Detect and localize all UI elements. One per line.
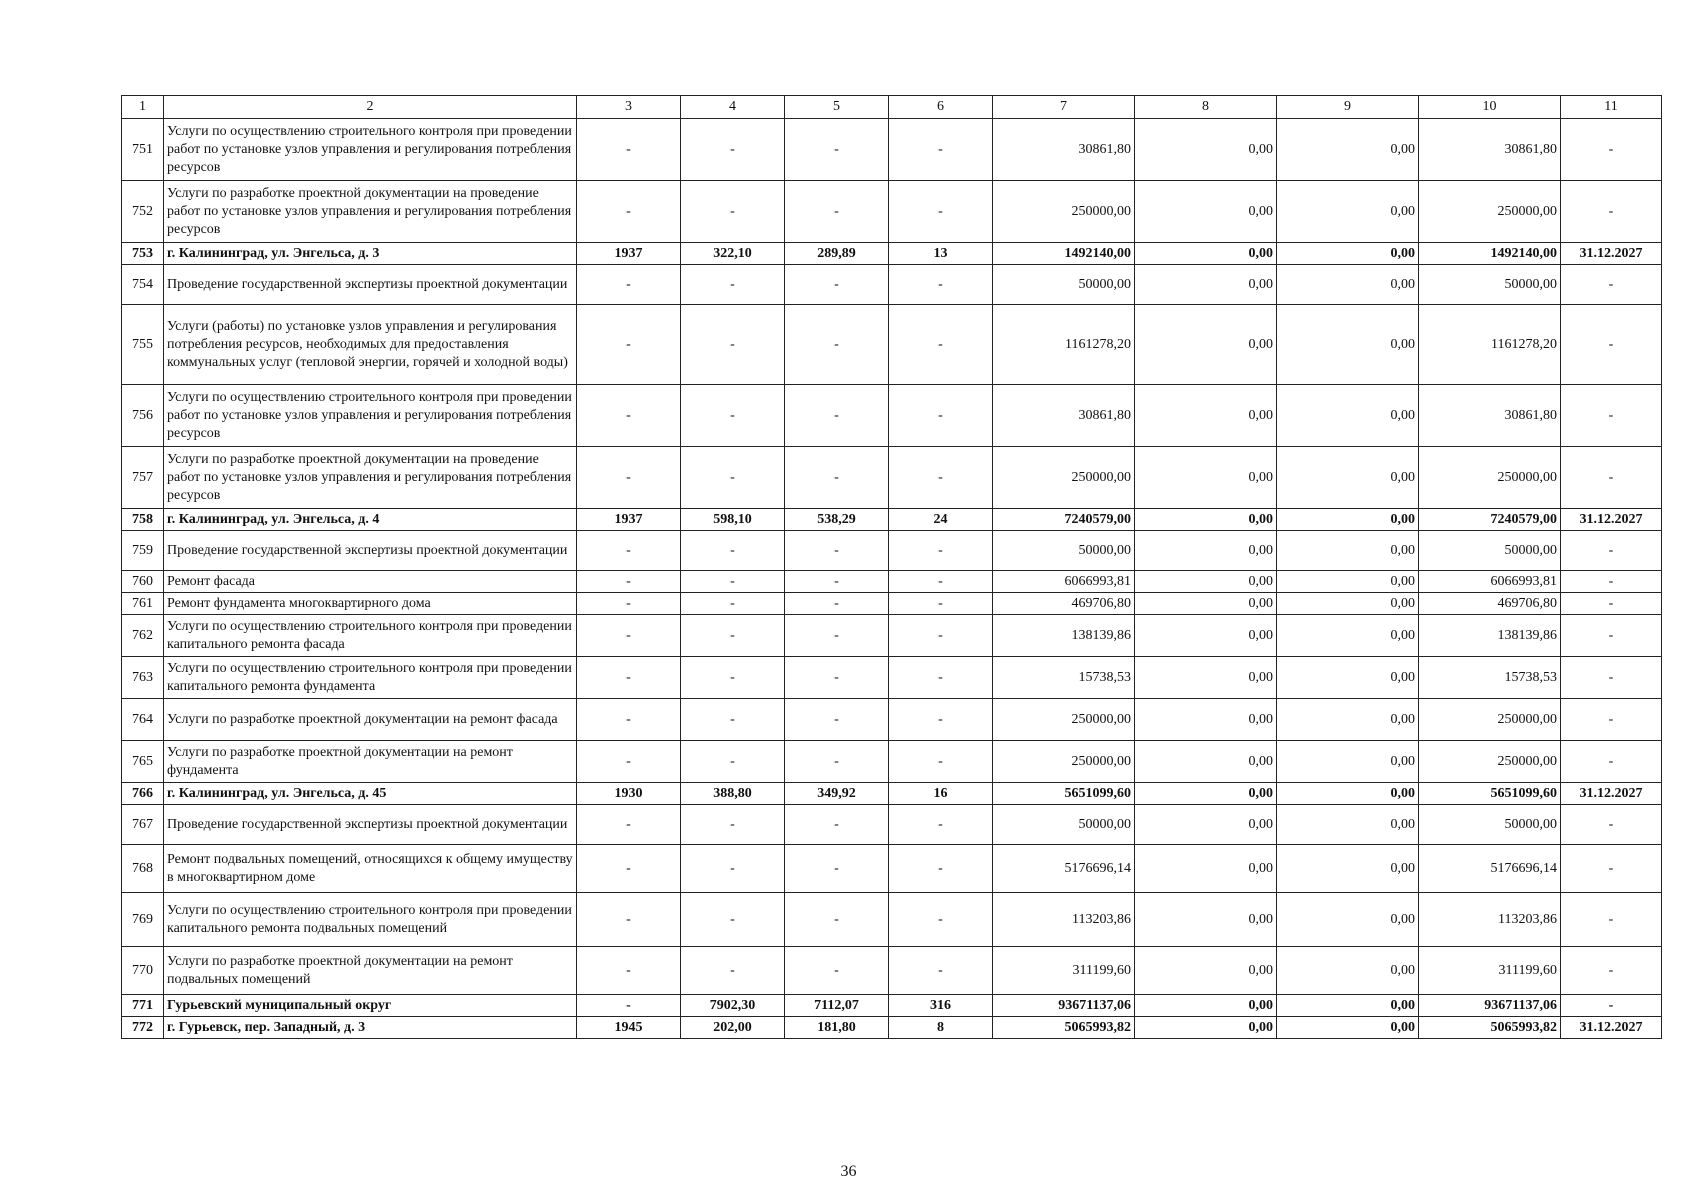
deadline-cell: - [1561, 657, 1662, 699]
residents-cell: 13 [889, 243, 993, 265]
cost-total-cell: 30861,80 [993, 119, 1135, 181]
table-row [122, 995, 1662, 1017]
table-row [122, 265, 1662, 305]
cost-fund-cell: 0,00 [1135, 243, 1277, 265]
residents-cell: - [889, 741, 993, 783]
cost-budget-cell: 0,00 [1277, 657, 1419, 699]
header-cell: 3 [577, 96, 681, 119]
row-number: 754 [122, 265, 164, 305]
area-living-cell: - [785, 805, 889, 845]
residents-cell: 8 [889, 1017, 993, 1039]
cost-total-cell: 311199,60 [993, 947, 1135, 995]
table-row [122, 947, 1662, 995]
deadline-cell: - [1561, 995, 1662, 1017]
cost-budget-cell: 0,00 [1277, 571, 1419, 593]
area-living-cell: - [785, 119, 889, 181]
row-number: 764 [122, 699, 164, 741]
cost-budget-cell: 0,00 [1277, 1017, 1419, 1039]
deadline-cell: 31.12.2027 [1561, 783, 1662, 805]
cost-owners-cell: 30861,80 [1419, 385, 1561, 447]
area-living-cell: 349,92 [785, 783, 889, 805]
deadline-cell: - [1561, 805, 1662, 845]
cost-owners-cell: 7240579,00 [1419, 509, 1561, 531]
cost-fund-cell: 0,00 [1135, 845, 1277, 893]
residents-cell: - [889, 571, 993, 593]
area-total-cell: - [681, 265, 785, 305]
row-number: 751 [122, 119, 164, 181]
cost-budget-cell: 0,00 [1277, 615, 1419, 657]
cost-owners-cell: 250000,00 [1419, 741, 1561, 783]
year-cell: - [577, 845, 681, 893]
area-total-cell: - [681, 699, 785, 741]
work-name: Ремонт фасада [164, 571, 577, 593]
work-name: Услуги по разработке проектной документации на ремонт фасада [164, 699, 577, 741]
year-cell: - [577, 119, 681, 181]
cost-owners-cell: 311199,60 [1419, 947, 1561, 995]
table-row [122, 447, 1662, 509]
row-number: 768 [122, 845, 164, 893]
residents-cell: - [889, 593, 993, 615]
year-cell: - [577, 265, 681, 305]
row-number: 765 [122, 741, 164, 783]
area-total-cell: 388,80 [681, 783, 785, 805]
header-cell: 1 [122, 96, 164, 119]
work-name: г. Калининград, ул. Энгельса, д. 45 [164, 783, 577, 805]
header-cell: 11 [1561, 96, 1662, 119]
area-total-cell: - [681, 615, 785, 657]
deadline-cell: - [1561, 531, 1662, 571]
year-cell: - [577, 699, 681, 741]
cost-owners-cell: 5176696,14 [1419, 845, 1561, 893]
cost-owners-cell: 113203,86 [1419, 893, 1561, 947]
work-name: Услуги по осуществлению строительного контроля при проведении капитального ремонта фундамента [164, 657, 577, 699]
residents-cell: - [889, 305, 993, 385]
work-name: Услуги по разработке проектной документации на проведение работ по установке узлов управления и регулирования потребления ресурсов [164, 447, 577, 509]
year-cell: - [577, 571, 681, 593]
cost-budget-cell: 0,00 [1277, 447, 1419, 509]
cost-budget-cell: 0,00 [1277, 531, 1419, 571]
cost-total-cell: 250000,00 [993, 181, 1135, 243]
cost-owners-cell: 6066993,81 [1419, 571, 1561, 593]
cost-total-cell: 1161278,20 [993, 305, 1135, 385]
cost-total-cell: 5176696,14 [993, 845, 1135, 893]
row-number: 769 [122, 893, 164, 947]
row-number: 766 [122, 783, 164, 805]
deadline-cell: 31.12.2027 [1561, 243, 1662, 265]
row-number: 755 [122, 305, 164, 385]
year-cell: - [577, 741, 681, 783]
deadline-cell: - [1561, 845, 1662, 893]
cost-fund-cell: 0,00 [1135, 181, 1277, 243]
table-row [122, 893, 1662, 947]
deadline-cell: - [1561, 305, 1662, 385]
year-cell: - [577, 447, 681, 509]
cost-fund-cell: 0,00 [1135, 893, 1277, 947]
area-total-cell: - [681, 385, 785, 447]
area-living-cell: - [785, 181, 889, 243]
cost-budget-cell: 0,00 [1277, 805, 1419, 845]
area-total-cell: - [681, 593, 785, 615]
cost-fund-cell: 0,00 [1135, 947, 1277, 995]
table-row [122, 531, 1662, 571]
cost-owners-cell: 1492140,00 [1419, 243, 1561, 265]
row-number: 770 [122, 947, 164, 995]
cost-total-cell: 30861,80 [993, 385, 1135, 447]
area-living-cell: - [785, 947, 889, 995]
area-living-cell: - [785, 893, 889, 947]
area-living-cell: 289,89 [785, 243, 889, 265]
cost-total-cell: 7240579,00 [993, 509, 1135, 531]
header-cell: 2 [164, 96, 577, 119]
area-total-cell: - [681, 531, 785, 571]
row-number: 767 [122, 805, 164, 845]
header-cell: 7 [993, 96, 1135, 119]
deadline-cell: 31.12.2027 [1561, 509, 1662, 531]
capital-repair-table [121, 95, 1662, 1039]
cost-owners-cell: 250000,00 [1419, 181, 1561, 243]
work-name: Ремонт фундамента многоквартирного дома [164, 593, 577, 615]
residents-cell: - [889, 893, 993, 947]
cost-fund-cell: 0,00 [1135, 447, 1277, 509]
area-total-cell: - [681, 893, 785, 947]
area-total-cell: 202,00 [681, 1017, 785, 1039]
row-number: 758 [122, 509, 164, 531]
year-cell: - [577, 615, 681, 657]
cost-budget-cell: 0,00 [1277, 593, 1419, 615]
header-cell: 4 [681, 96, 785, 119]
area-living-cell: - [785, 741, 889, 783]
cost-total-cell: 50000,00 [993, 531, 1135, 571]
cost-total-cell: 138139,86 [993, 615, 1135, 657]
cost-budget-cell: 0,00 [1277, 947, 1419, 995]
cost-budget-cell: 0,00 [1277, 243, 1419, 265]
row-number: 763 [122, 657, 164, 699]
year-cell: - [577, 305, 681, 385]
cost-budget-cell: 0,00 [1277, 305, 1419, 385]
row-number: 756 [122, 385, 164, 447]
work-name: Гурьевский муниципальный округ [164, 995, 577, 1017]
area-living-cell: - [785, 845, 889, 893]
header-cell: 6 [889, 96, 993, 119]
deadline-cell: - [1561, 615, 1662, 657]
work-name: Услуги по осуществлению строительного контроля при проведении работ по установке узлов управления и регулирования потребления ресурсов [164, 385, 577, 447]
cost-total-cell: 113203,86 [993, 893, 1135, 947]
cost-budget-cell: 0,00 [1277, 181, 1419, 243]
table-row [122, 509, 1662, 531]
cost-fund-cell: 0,00 [1135, 509, 1277, 531]
year-cell: - [577, 995, 681, 1017]
cost-fund-cell: 0,00 [1135, 699, 1277, 741]
cost-owners-cell: 138139,86 [1419, 615, 1561, 657]
residents-cell: 316 [889, 995, 993, 1017]
cost-total-cell: 469706,80 [993, 593, 1135, 615]
residents-cell: - [889, 947, 993, 995]
cost-fund-cell: 0,00 [1135, 531, 1277, 571]
row-number: 757 [122, 447, 164, 509]
cost-budget-cell: 0,00 [1277, 783, 1419, 805]
cost-budget-cell: 0,00 [1277, 119, 1419, 181]
area-total-cell: - [681, 805, 785, 845]
table-row [122, 243, 1662, 265]
table-row [122, 1017, 1662, 1039]
cost-owners-cell: 469706,80 [1419, 593, 1561, 615]
area-total-cell: - [681, 741, 785, 783]
year-cell: 1937 [577, 509, 681, 531]
header-row [122, 96, 1662, 119]
cost-total-cell: 250000,00 [993, 699, 1135, 741]
cost-fund-cell: 0,00 [1135, 995, 1277, 1017]
area-living-cell: - [785, 385, 889, 447]
work-name: Услуги (работы) по установке узлов управления и регулирования потребления ресурсов, необходимых для предоставления коммунальных услуг (тепловой энергии, горячей и холодной воды) [164, 305, 577, 385]
cost-owners-cell: 93671137,06 [1419, 995, 1561, 1017]
cost-total-cell: 1492140,00 [993, 243, 1135, 265]
row-number: 753 [122, 243, 164, 265]
area-living-cell: - [785, 305, 889, 385]
cost-owners-cell: 250000,00 [1419, 699, 1561, 741]
table-row [122, 119, 1662, 181]
cost-total-cell: 50000,00 [993, 805, 1135, 845]
cost-total-cell: 250000,00 [993, 447, 1135, 509]
cost-owners-cell: 30861,80 [1419, 119, 1561, 181]
residents-cell: - [889, 805, 993, 845]
row-number: 762 [122, 615, 164, 657]
residents-cell: - [889, 447, 993, 509]
deadline-cell: - [1561, 947, 1662, 995]
cost-owners-cell: 5065993,82 [1419, 1017, 1561, 1039]
cost-budget-cell: 0,00 [1277, 509, 1419, 531]
residents-cell: 24 [889, 509, 993, 531]
area-living-cell: - [785, 593, 889, 615]
area-total-cell: - [681, 571, 785, 593]
area-living-cell: - [785, 699, 889, 741]
residents-cell: - [889, 845, 993, 893]
area-total-cell: - [681, 181, 785, 243]
area-living-cell: 7112,07 [785, 995, 889, 1017]
area-total-cell: - [681, 947, 785, 995]
table-row [122, 305, 1662, 385]
cost-fund-cell: 0,00 [1135, 119, 1277, 181]
header-cell: 10 [1419, 96, 1561, 119]
row-number: 771 [122, 995, 164, 1017]
deadline-cell: - [1561, 571, 1662, 593]
cost-fund-cell: 0,00 [1135, 305, 1277, 385]
cost-budget-cell: 0,00 [1277, 845, 1419, 893]
cost-owners-cell: 15738,53 [1419, 657, 1561, 699]
area-total-cell: - [681, 305, 785, 385]
year-cell: - [577, 531, 681, 571]
cost-budget-cell: 0,00 [1277, 893, 1419, 947]
year-cell: - [577, 805, 681, 845]
table-row [122, 657, 1662, 699]
area-living-cell: - [785, 657, 889, 699]
work-name: Проведение государственной экспертизы проектной документации [164, 805, 577, 845]
residents-cell: - [889, 699, 993, 741]
cost-total-cell: 15738,53 [993, 657, 1135, 699]
table-row [122, 741, 1662, 783]
deadline-cell: - [1561, 741, 1662, 783]
cost-fund-cell: 0,00 [1135, 657, 1277, 699]
cost-total-cell: 50000,00 [993, 265, 1135, 305]
work-name: Услуги по разработке проектной документации на ремонт подвальных помещений [164, 947, 577, 995]
deadline-cell: 31.12.2027 [1561, 1017, 1662, 1039]
area-total-cell: - [681, 657, 785, 699]
deadline-cell: - [1561, 119, 1662, 181]
table-row [122, 615, 1662, 657]
area-living-cell: - [785, 265, 889, 305]
table-row [122, 805, 1662, 845]
residents-cell: - [889, 265, 993, 305]
area-living-cell: - [785, 571, 889, 593]
work-name: Услуги по осуществлению строительного контроля при проведении работ по установке узлов управления и регулирования потребления ресурсов [164, 119, 577, 181]
residents-cell: 16 [889, 783, 993, 805]
residents-cell: - [889, 385, 993, 447]
area-total-cell: 7902,30 [681, 995, 785, 1017]
deadline-cell: - [1561, 593, 1662, 615]
area-total-cell: - [681, 447, 785, 509]
cost-fund-cell: 0,00 [1135, 741, 1277, 783]
area-living-cell: - [785, 447, 889, 509]
area-living-cell: - [785, 531, 889, 571]
work-name: Услуги по осуществлению строительного контроля при проведении капитального ремонта фасада [164, 615, 577, 657]
cost-budget-cell: 0,00 [1277, 741, 1419, 783]
year-cell: 1930 [577, 783, 681, 805]
work-name: Ремонт подвальных помещений, относящихся к общему имуществу в многоквартирном доме [164, 845, 577, 893]
cost-budget-cell: 0,00 [1277, 385, 1419, 447]
work-name: г. Гурьевск, пер. Западный, д. 3 [164, 1017, 577, 1039]
residents-cell: - [889, 657, 993, 699]
header-cell: 5 [785, 96, 889, 119]
cost-fund-cell: 0,00 [1135, 265, 1277, 305]
work-name: г. Калининград, ул. Энгельса, д. 4 [164, 509, 577, 531]
residents-cell: - [889, 531, 993, 571]
cost-fund-cell: 0,00 [1135, 783, 1277, 805]
work-name: Услуги по разработке проектной документации на проведение работ по установке узлов управления и регулирования потребления ресурсов [164, 181, 577, 243]
year-cell: - [577, 593, 681, 615]
row-number: 759 [122, 531, 164, 571]
year-cell: 1945 [577, 1017, 681, 1039]
area-total-cell: 598,10 [681, 509, 785, 531]
cost-total-cell: 5651099,60 [993, 783, 1135, 805]
header-cell: 8 [1135, 96, 1277, 119]
year-cell: - [577, 181, 681, 243]
work-name: Проведение государственной экспертизы проектной документации [164, 531, 577, 571]
cost-fund-cell: 0,00 [1135, 615, 1277, 657]
cost-owners-cell: 1161278,20 [1419, 305, 1561, 385]
cost-fund-cell: 0,00 [1135, 385, 1277, 447]
residents-cell: - [889, 181, 993, 243]
table-row [122, 699, 1662, 741]
row-number: 772 [122, 1017, 164, 1039]
deadline-cell: - [1561, 699, 1662, 741]
cost-owners-cell: 250000,00 [1419, 447, 1561, 509]
cost-owners-cell: 50000,00 [1419, 531, 1561, 571]
year-cell: - [577, 947, 681, 995]
row-number: 752 [122, 181, 164, 243]
deadline-cell: - [1561, 893, 1662, 947]
area-total-cell: - [681, 119, 785, 181]
work-name: Услуги по разработке проектной документации на ремонт фундамента [164, 741, 577, 783]
table-row [122, 593, 1662, 615]
area-total-cell: - [681, 845, 785, 893]
cost-total-cell: 93671137,06 [993, 995, 1135, 1017]
row-number: 760 [122, 571, 164, 593]
cost-total-cell: 5065993,82 [993, 1017, 1135, 1039]
area-living-cell: - [785, 615, 889, 657]
table-row [122, 571, 1662, 593]
cost-budget-cell: 0,00 [1277, 699, 1419, 741]
year-cell: 1937 [577, 243, 681, 265]
year-cell: - [577, 893, 681, 947]
year-cell: - [577, 657, 681, 699]
cost-owners-cell: 50000,00 [1419, 805, 1561, 845]
cost-budget-cell: 0,00 [1277, 265, 1419, 305]
residents-cell: - [889, 119, 993, 181]
page-number: 36 [840, 1163, 857, 1180]
cost-total-cell: 250000,00 [993, 741, 1135, 783]
work-name: г. Калининград, ул. Энгельса, д. 3 [164, 243, 577, 265]
deadline-cell: - [1561, 265, 1662, 305]
cost-fund-cell: 0,00 [1135, 1017, 1277, 1039]
work-name: Услуги по осуществлению строительного контроля при проведении капитального ремонта подвальных помещений [164, 893, 577, 947]
work-name: Проведение государственной экспертизы проектной документации [164, 265, 577, 305]
deadline-cell: - [1561, 447, 1662, 509]
cost-fund-cell: 0,00 [1135, 805, 1277, 845]
table-row [122, 783, 1662, 805]
cost-budget-cell: 0,00 [1277, 995, 1419, 1017]
area-living-cell: 538,29 [785, 509, 889, 531]
table-row [122, 385, 1662, 447]
area-living-cell: 181,80 [785, 1017, 889, 1039]
deadline-cell: - [1561, 181, 1662, 243]
table-row [122, 845, 1662, 893]
residents-cell: - [889, 615, 993, 657]
table-row [122, 181, 1662, 243]
cost-fund-cell: 0,00 [1135, 571, 1277, 593]
row-number: 761 [122, 593, 164, 615]
cost-total-cell: 6066993,81 [993, 571, 1135, 593]
year-cell: - [577, 385, 681, 447]
cost-fund-cell: 0,00 [1135, 593, 1277, 615]
cost-owners-cell: 50000,00 [1419, 265, 1561, 305]
deadline-cell: - [1561, 385, 1662, 447]
header-cell: 9 [1277, 96, 1419, 119]
area-total-cell: 322,10 [681, 243, 785, 265]
cost-owners-cell: 5651099,60 [1419, 783, 1561, 805]
